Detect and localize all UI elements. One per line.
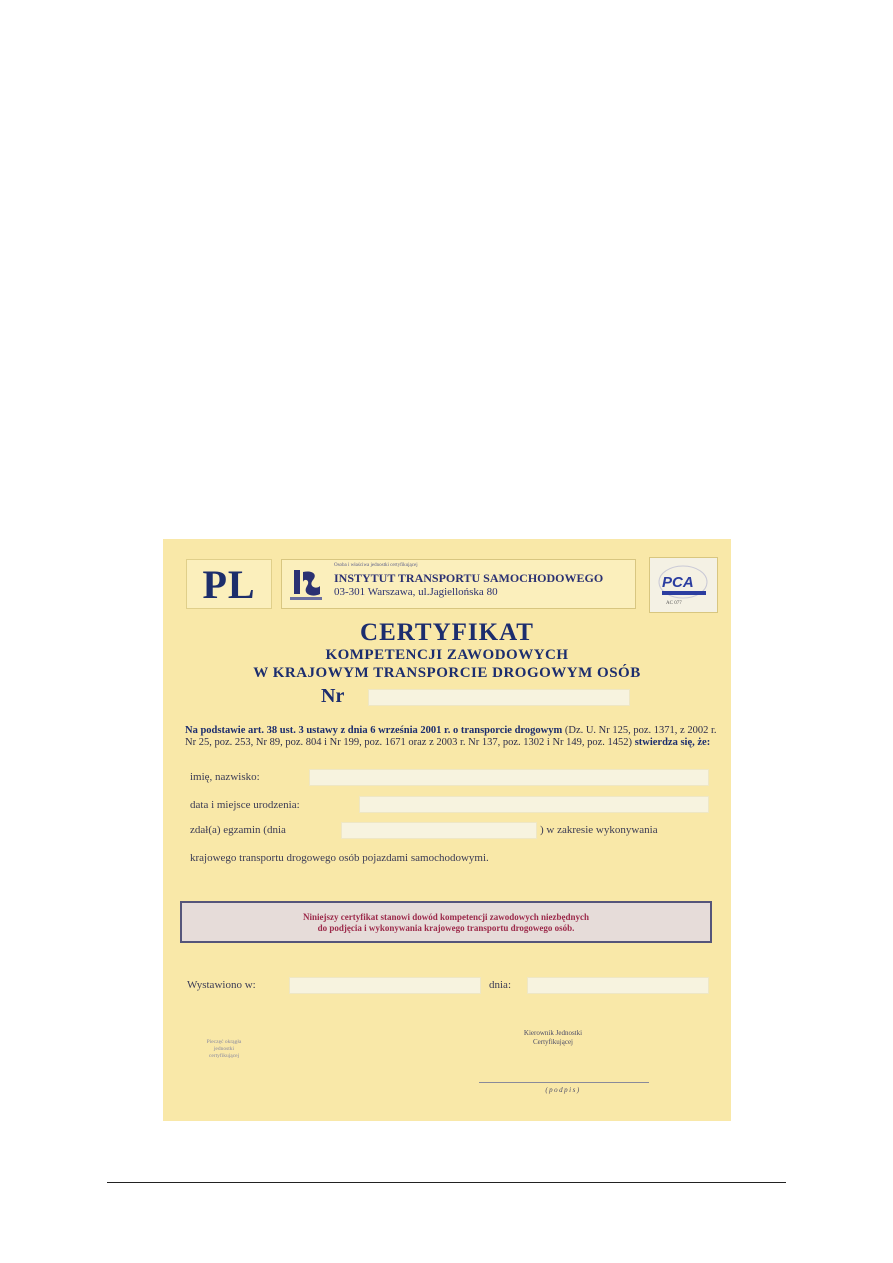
signer-title [493, 1029, 613, 1047]
exam-date-field[interactable] [341, 822, 537, 839]
pca-logo: PCA [662, 574, 694, 591]
country-code-box [186, 559, 272, 609]
nr-label: Nr [321, 685, 345, 707]
legal-basis-text: (Dz. U. Nr 125, poz. 1371, z 2002 r. Nr 25, poz. 253, Nr 89, poz. 804 i Nr 199, poz. 1671 oraz z 2003 r. Nr 137, poz. 1302 i Nr 149, poz. 1452) [185, 725, 717, 748]
its-logo-icon [286, 564, 326, 604]
legal-basis [185, 725, 717, 749]
nr-field[interactable] [368, 689, 630, 706]
accreditation-box [649, 557, 718, 613]
pca-logo-bar [662, 591, 706, 595]
birth-field[interactable] [359, 796, 709, 813]
institute-address: 03-301 Warszawa, ul.Jagiellońska 80 [334, 586, 498, 598]
signer-line-1: Kierownik Jednostki [523, 1029, 583, 1037]
issued-label: Wystawiono w: [187, 979, 256, 991]
notice-line-1: Niniejszy certyfikat stanowi dowód kompetencji zawodowych niezbędnych [303, 912, 589, 922]
issued-place-field[interactable] [289, 977, 481, 994]
page-footer-rule [107, 1182, 786, 1183]
signature-caption: (podpis) [545, 1086, 581, 1094]
signer-line-2: Certyfikującej [532, 1038, 574, 1046]
scope-line2: krajowego transportu drogowego osób pojazdami samochodowymi. [190, 852, 489, 864]
name-label: imię, nazwisko: [190, 771, 260, 783]
exam-label: zdał(a) egzamin (dnia [190, 824, 286, 836]
legal-basis-tail: stwierdza się, że: [634, 737, 711, 748]
notice-line-2: do podjęcia i wykonywania krajowego transportu drogowego osób. [317, 923, 575, 933]
legal-basis-bold: Na podstawie art. 38 ust. 3 ustawy z dnia 6 września 2001 r. o transporcie drogowym [185, 725, 563, 736]
accreditation-code: AC 077 [666, 601, 682, 606]
certificate-subtitle-2: W KRAJOWYM TRANSPORCIE DROGOWYM OSÓB [253, 665, 641, 681]
country-code: PL [202, 561, 256, 607]
certificate-scan [163, 539, 731, 1121]
issued-date-label: dnia: [489, 979, 511, 991]
signature-line [479, 1082, 649, 1083]
institute-name: INSTYTUT TRANSPORTU SAMOCHODOWEGO [334, 571, 604, 585]
institute-small-text: Osoba i właściwa jednostki certyfikującej [334, 563, 418, 568]
issued-date-field[interactable] [527, 977, 709, 994]
scope-label: ) w zakresie wykonywania [540, 824, 658, 836]
name-field[interactable] [309, 769, 709, 786]
certificate-title: CERTYFIKAT [360, 619, 534, 646]
institute-header [281, 559, 636, 609]
birth-label: data i miejsce urodzenia: [190, 799, 300, 811]
notice-box [180, 901, 712, 943]
certificate-subtitle-1: KOMPETENCJI ZAWODOWYCH [325, 647, 569, 663]
seal-caption: Pieczęć okrągła jednostki certyfikującej [206, 1039, 242, 1059]
